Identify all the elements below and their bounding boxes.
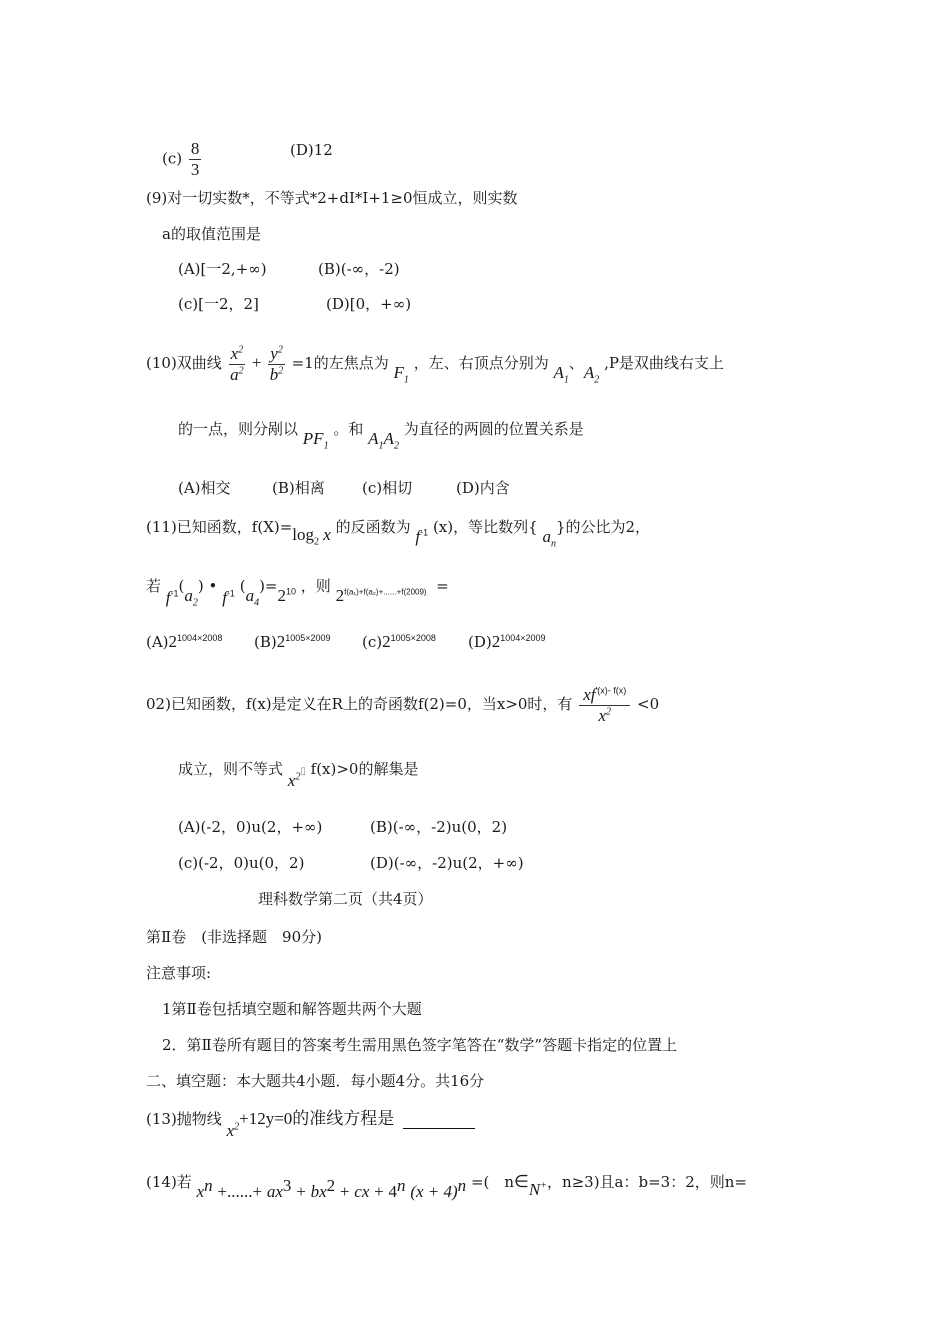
q11-stem: (11)已知函数，$f(X)=\log_2$ x 的反函数为 $f^{-1}$ (x)，等比数列{ $a_n$}的公比为2， [146,518,651,550]
notes-heading: 注意事项: [146,964,212,982]
q12-stem-2: 成立，则不等式 $x^2▯$ f(x)>0的解集是 [178,760,419,790]
q12-option-b: (B)(-∞，-2)u(0，2) [370,818,508,836]
q10-option-a: (A)相交 [178,479,231,497]
note-1: 1第Ⅱ卷包括填空题和解答题共两个大题 [162,1000,422,1018]
q9-option-b: (B)(-∞，-2) [318,260,400,278]
q14-stem: (14)若 $x^n$ +......+ $ax^3 + bx^2$ + cx + 4$^n$ $(x + 4)^n$ =( n∈N+，n≥3)且a：b=3：2，则n= [146,1172,747,1201]
q12-stem: 02)已知函数，f(x)是定义在R上的奇函数f(2)=0，当x>0时，有 $\frac{xf^{'(x)- f(x)}}{x^2}$ <0 [146,685,660,725]
q13-stem: (13)抛物线 $x^2+12y=0$的准线方程是 [146,1108,475,1129]
q11-option-d: $(D)2^{1004\times 2009}$ [468,632,546,651]
q12-option-c: (c)(-2，0)u(0，2) [178,854,305,872]
q11-option-b: $(B)2^{1005\times 2009}$ [254,632,331,651]
q11-option-a: $(A)2^{1004\times 2008}$ [146,632,223,651]
vertex-A1: $A_1$ [553,363,569,386]
placeholder-box: ▯ [300,766,306,777]
q10-stem-2: 的一点，则分剐以 $PF_1$ 。和 $A_1A_2$ 为直径的两圆的位置关系是 [178,420,584,452]
q12-option-d: (D)(-∞，-2)u(2，+∞) [370,854,524,872]
part2-title: 第Ⅱ卷 (非选择题 90分) [146,928,322,946]
log-expression: $\log_2 x$ [292,525,331,548]
q8-option-c: (c) $\frac{8}{3}$ [162,139,200,179]
section-heading: 二、填空题：本大题共4小题．每小题4分。共16分 [146,1072,485,1090]
q11-option-c: $(c)2^{1005\times 2008}$ [362,632,436,651]
fraction-y2-b2: $\frac{y^2}{b^2}$ [269,344,284,384]
fraction-derivative: $\frac{xf^{'(x)- f(x)}}{x^2}$ [579,685,630,726]
segment-PF1: $PF_1$ [302,429,329,452]
q9-option-c: (c)[一2，2] [178,295,259,313]
q9-option-d: (D)[0，+∞) [326,295,412,313]
fraction: $\frac{8}{3}$ [190,139,200,179]
page-footer: 理科数学第二页（共4页） [258,890,433,908]
q10-option-d: (D)内含 [456,479,510,497]
q10-option-b: (B)相离 [272,479,325,497]
focus-F1: $F_1$ [393,363,409,386]
sequence-an: $a_n$ [542,527,556,550]
inverse-function: $f^{-1}$ [415,527,429,546]
q9-stem-2: a的取值范围是 [162,225,261,243]
q14-expression: $x^n$ +......+ $ax^3 + bx^2$ + cx + 4$^n$ $(x + 4)^n$ [196,1176,467,1201]
segment-A1A2: $A_1A_2$ [368,429,399,452]
q8-option-d: (D)12 [290,141,333,159]
q9-stem: (9)对一切实数*，不等式*2+dI*I+1≥0恒成立，则实数 [146,189,518,207]
q10-option-c: (c)相切 [362,479,413,497]
fraction-x2-a2: $\frac{x^2}{a^2}$ [230,344,244,384]
q11-condition: 若 $f^{-1}(a_2)$ • $f^{-1}$ $(a_4)=2^{10}$ ，则 $2^{f(a_1)+f(a_2)+......+f(2009)}$ = [146,577,449,609]
q10-stem: (10)双曲线 $\frac{x^2}{a^2}$ + $\frac{y^2}{b^2}$ =1的左焦点为 $F_1$ ，左、右顶点分别为 $A_1$、$A_2$ ,P是双曲线右支上 [146,344,724,386]
q9-option-a: (A)[一2,+∞) [178,260,267,278]
q12-option-a: (A)(-2，0)u(2，+∞) [178,818,323,836]
answer-blank[interactable] [403,1108,475,1129]
note-2: 2．第Ⅱ卷所有题目的答案考生需用黑色签字笔答在“数学”答题卡指定的位置上 [162,1036,678,1054]
vertex-A2: $A_2$ [583,363,600,386]
